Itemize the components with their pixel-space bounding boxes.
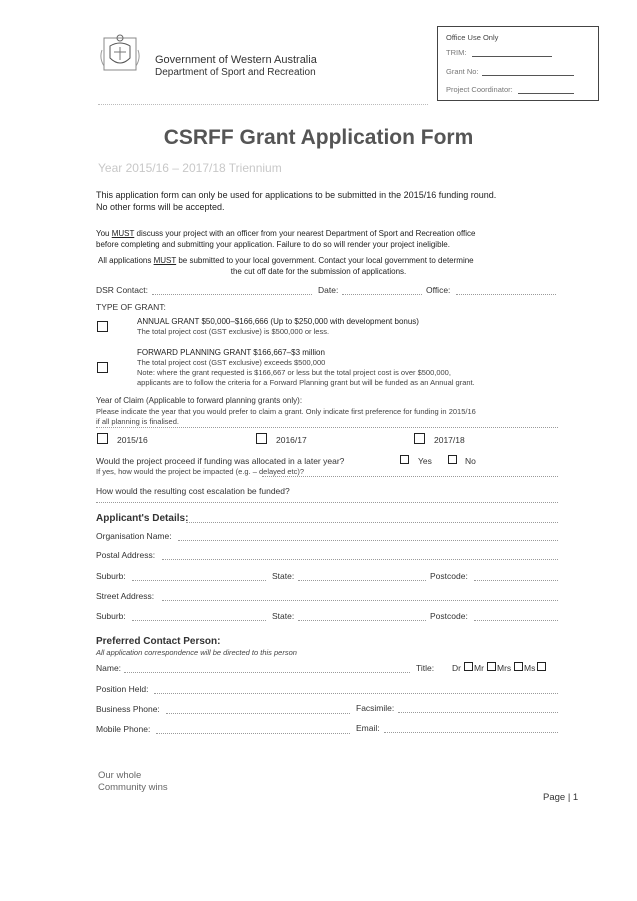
- must-emphasis-2: MUST: [153, 256, 177, 265]
- business-phone-field[interactable]: [166, 713, 350, 714]
- postal-postcode-field[interactable]: [474, 580, 558, 581]
- forward-planning-note-1: Note: where the grant requested is $166,667 or less but the total project cost is over $500,000,: [137, 368, 451, 377]
- org-name-label: Organisation Name:: [96, 531, 172, 541]
- yes-checkbox[interactable]: [400, 455, 409, 464]
- footer-slogan-line-2: Community wins: [98, 782, 168, 793]
- claim-desc-rule: [96, 427, 558, 428]
- coordinator-line[interactable]: [518, 93, 574, 94]
- department-name: Department of Sport and Recreation: [155, 67, 316, 78]
- forward-planning-checkbox[interactable]: [97, 362, 108, 373]
- must-submit-line-1: [98, 255, 474, 266]
- mobile-phone-field[interactable]: [156, 733, 350, 734]
- street-address-label: Street Address:: [96, 591, 155, 601]
- title-mr-label: Mr: [474, 663, 484, 673]
- position-field[interactable]: [154, 693, 558, 694]
- email-field[interactable]: [384, 732, 558, 733]
- applicant-heading-rule: [186, 522, 558, 523]
- crest-logo: [96, 30, 144, 78]
- claim-heading: Year of Claim (Applicable to forward planning grants only):: [96, 396, 303, 405]
- escalation-question: How would the resulting cost escalation be funded?: [96, 486, 290, 496]
- street-postcode-field[interactable]: [474, 620, 558, 621]
- government-name: Government of Western Australia: [155, 54, 317, 66]
- page-subtitle: Year 2015/16 – 2017/18 Triennium: [98, 161, 282, 175]
- position-label: Position Held:: [96, 684, 149, 694]
- dsr-contact-field[interactable]: [152, 294, 312, 295]
- street-postcode-label: Postcode:: [430, 611, 468, 621]
- coordinator-label: Project Coordinator:: [446, 85, 513, 94]
- later-year-question: Would the project proceed if funding was allocated in a later year?: [96, 456, 345, 466]
- street-suburb-field[interactable]: [132, 620, 266, 621]
- office-use-box: [437, 26, 599, 101]
- must-discuss-line-1: [96, 228, 475, 239]
- grant-no-label: Grant No:: [446, 67, 479, 76]
- office-use-title: Office Use Only: [446, 33, 499, 42]
- trim-label: TRIM:: [446, 48, 467, 57]
- facsimile-label: Facsimile:: [356, 703, 395, 713]
- year-2016-checkbox[interactable]: [256, 433, 267, 444]
- date-label: Date:: [318, 285, 339, 295]
- dsr-contact-label: DSR Contact:: [96, 285, 148, 295]
- year-2017-checkbox[interactable]: [414, 433, 425, 444]
- must-discuss-prefix: You: [96, 229, 112, 238]
- org-name-field[interactable]: [178, 540, 558, 541]
- street-suburb-label: Suburb:: [96, 611, 126, 621]
- must-discuss-text: discuss your project with an officer from your nearest Department of Sport and Recreation office: [134, 229, 476, 238]
- annual-grant-desc: The total project cost (GST exclusive) is $500,000 or less.: [137, 327, 330, 336]
- title-dr-label: Dr: [452, 663, 461, 673]
- must-submit-text: be submitted to your local government. Contact your local government to determine: [176, 256, 474, 265]
- impact-question: If yes, how would the project be impacted (e.g. – delayed etc)?: [96, 467, 305, 476]
- footer-slogan-line-1: Our whole: [98, 770, 142, 781]
- forward-planning-note-2: applicants are to follow the criteria for a Forward Planning grant but will be funded as an Annual grant.: [137, 378, 475, 387]
- contact-note: All application correspondence will be directed to this person: [96, 648, 297, 657]
- escalation-field[interactable]: [96, 502, 558, 503]
- must-submit-line-2: the cut off date for the submission of applications.: [230, 267, 407, 276]
- street-state-label: State:: [272, 611, 295, 621]
- title-mrs-checkbox[interactable]: [514, 662, 523, 671]
- email-label: Email:: [356, 723, 380, 733]
- office-field[interactable]: [456, 294, 556, 295]
- title-mr-checkbox[interactable]: [487, 662, 496, 671]
- title-mrs-label: Mrs: [497, 663, 512, 673]
- claim-desc-2: if all planning is finalised.: [96, 417, 179, 426]
- must-submit-prefix: All applications: [98, 256, 154, 265]
- page-title: CSRFF Grant Application Form: [163, 126, 474, 149]
- must-emphasis: MUST: [111, 229, 135, 238]
- mobile-phone-label: Mobile Phone:: [96, 724, 151, 734]
- year-2017-label: 2017/18: [434, 435, 465, 445]
- year-2015-label: 2015/16: [117, 435, 148, 445]
- yes-label: Yes: [418, 456, 432, 466]
- postal-state-field[interactable]: [298, 580, 426, 581]
- postal-address-field[interactable]: [162, 559, 558, 560]
- business-phone-label: Business Phone:: [96, 704, 160, 714]
- intro-line-1: This application form can only be used for applications to be submitted in the 2015/16 funding round.: [96, 190, 497, 200]
- street-address-field[interactable]: [162, 600, 558, 601]
- annual-grant-title: ANNUAL GRANT $50,000–$166,666 (Up to $250,000 with development bonus): [137, 317, 419, 326]
- name-field[interactable]: [124, 672, 410, 673]
- grant-no-line[interactable]: [482, 75, 574, 76]
- postal-state-label: State:: [272, 571, 295, 581]
- title-ms-label: Ms: [524, 663, 536, 673]
- facsimile-field[interactable]: [398, 712, 558, 713]
- intro-line-2: No other forms will be accepted.: [96, 202, 225, 212]
- postal-suburb-label: Suburb:: [96, 571, 126, 581]
- title-label: Title:: [416, 663, 435, 673]
- postal-address-label: Postal Address:: [96, 550, 156, 560]
- impact-field[interactable]: [262, 476, 558, 477]
- office-label: Office:: [426, 285, 451, 295]
- year-2016-label: 2016/17: [276, 435, 307, 445]
- postal-suburb-field[interactable]: [132, 580, 266, 581]
- forward-planning-desc: The total project cost (GST exclusive) exceeds $500,000: [137, 358, 326, 367]
- claim-desc-1: Please indicate the year that you would prefer to claim a grant. Only indicate first preference for funding in 2015/16: [96, 407, 476, 416]
- trim-line[interactable]: [472, 56, 552, 57]
- no-checkbox[interactable]: [448, 455, 457, 464]
- year-2015-checkbox[interactable]: [97, 433, 108, 444]
- page-number: Page | 1: [543, 792, 579, 803]
- header-divider: [98, 104, 428, 105]
- name-label: Name:: [96, 663, 122, 673]
- grant-type-heading: TYPE OF GRANT:: [96, 302, 166, 312]
- contact-heading: Preferred Contact Person:: [96, 636, 221, 647]
- date-field[interactable]: [342, 294, 422, 295]
- street-state-field[interactable]: [298, 620, 426, 621]
- applicant-heading: Applicant's Details:: [96, 513, 189, 524]
- no-label: No: [465, 456, 476, 466]
- must-discuss-line-2: before completing and submitting your application. Failure to do so will render your project ineligible.: [96, 240, 450, 249]
- title-ms-checkbox[interactable]: [537, 662, 546, 671]
- postal-postcode-label: Postcode:: [430, 571, 468, 581]
- title-dr-checkbox[interactable]: [464, 662, 473, 671]
- annual-grant-checkbox[interactable]: [97, 321, 108, 332]
- forward-planning-title: FORWARD PLANNING GRANT $166,667–$3 million: [137, 348, 325, 357]
